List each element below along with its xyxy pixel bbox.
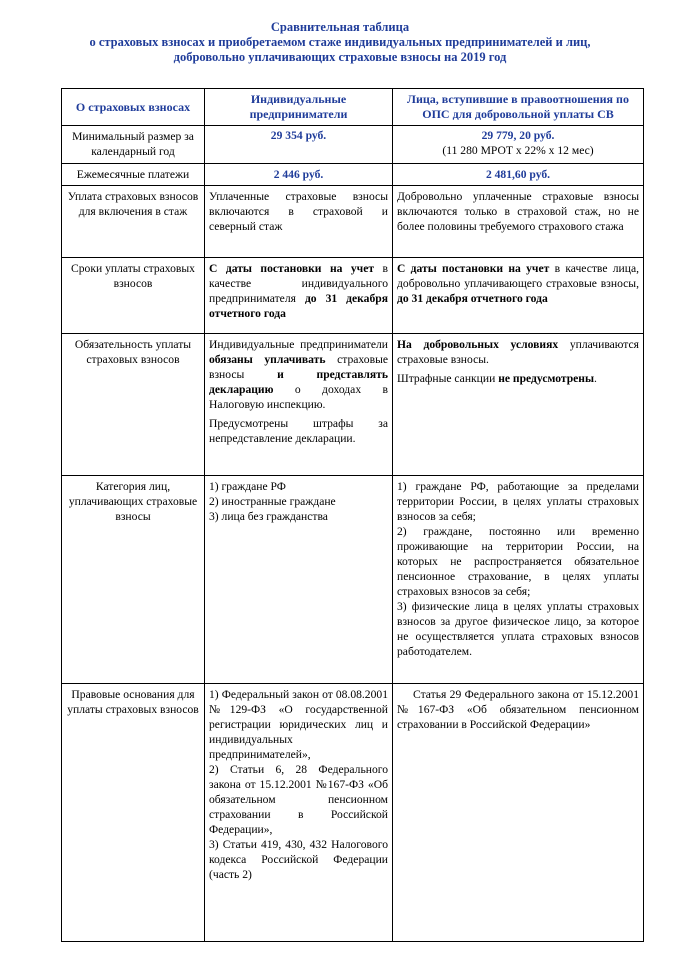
table-row-category <box>62 476 644 684</box>
row-label-minimum: Минимальный размер за календарный год <box>62 126 205 164</box>
ip-obligation-text-2: страховые взносы <box>209 353 388 381</box>
list-item: 1) граждане РФ, работающие за пределами территории России, в целях уплаты страховых взносов за себя; <box>397 480 639 523</box>
table-row-obligation <box>62 334 644 476</box>
title-line-3: добровольно уплачивающих страховые взносы на 2019 год <box>173 50 507 64</box>
vol-terms-bold-1: С даты постановки на учет <box>397 262 550 275</box>
cell-ip-category <box>205 476 393 684</box>
table-row-minimum <box>62 126 644 164</box>
ip-obligation-text-3: о доходах в Налоговую инспекцию. <box>209 383 388 411</box>
ip-obligation-paragraph <box>209 337 388 412</box>
cell-ip-obligation <box>205 334 393 476</box>
ip-obligation-bold-2: и представлять декларацию <box>209 368 388 396</box>
cell-ip-minimum: 29 354 руб. <box>205 126 393 164</box>
list-item: 3) физические лица в целях уплаты страховых взносов за другое физическое лицо, за которое не осуществляется уплата страховых взносов работодателем. <box>397 600 639 658</box>
ip-obligation-bold-1: обязаны уплачивать <box>209 353 326 366</box>
vol-obligation-fines <box>397 371 639 386</box>
list-item: 3) Статьи 419, 430, 432 Налогового кодекса Российской Федерации (часть 2) <box>209 838 388 881</box>
cell-voluntary-legal: Статья 29 Федерального закона от 15.12.2001 №167-ФЗ «Об обязательном пенсионном страховании в Российской Федерации» <box>393 684 644 942</box>
table-row-stazh <box>62 186 644 258</box>
table-row-monthly <box>62 164 644 186</box>
vol-obligation-text-2: Штрафные санкции <box>397 372 499 385</box>
row-label-obligation: Обязательность уплаты страховых взносов <box>62 334 205 476</box>
table-row-terms <box>62 258 644 334</box>
row-label-legal: Правовые основания для уплаты страховых взносов <box>62 684 205 942</box>
cell-ip-stazh: Уплаченные страховые взносы включаются в страховой и северный стаж <box>205 186 393 258</box>
ip-terms-bold-2: до 31 декабря отчетного года <box>209 292 388 320</box>
cell-voluntary-category <box>393 476 644 684</box>
vol-terms-bold-2: до 31 декабря отчетного года <box>397 292 548 305</box>
vol-obligation-text-3: . <box>594 372 597 385</box>
cell-voluntary-obligation <box>393 334 644 476</box>
list-item: 3) лица без гражданства <box>209 510 328 523</box>
ip-obligation-fines: Предусмотрены штрафы за непредставление декларации. <box>209 417 388 445</box>
vol-terms-text-1: в качестве лица, добровольно уплачивающего страховые взносы, <box>397 262 639 290</box>
cell-ip-monthly: 2 446 руб. <box>205 164 393 186</box>
title-line-2: о страховых взносах и приобретаемом стаже индивидуальных предпринимателей и лиц, <box>89 35 591 49</box>
header-cell-voluntary: Лица, вступившие в правоотношения по ОПС для добровольной уплаты СВ <box>393 89 644 126</box>
header-cell-ip: Индивидуальные предприниматели <box>205 89 393 126</box>
table-row-legal <box>62 684 644 942</box>
cell-voluntary-monthly: 2 481,60 руб. <box>393 164 644 186</box>
header-cell-topic: О страховых взносах <box>62 89 205 126</box>
vol-obligation-text-1: уплачиваются страховые взносы. <box>397 338 639 366</box>
list-item: 2) Статьи 6, 28 Федерального закона от 15.12.2001 №167-ФЗ «Об обязательном пенсионном страховании в Российской Федерации», <box>209 763 388 836</box>
vol-obligation-paragraph <box>397 337 639 367</box>
comparison-table <box>61 88 644 942</box>
row-label-terms: Сроки уплаты страховых взносов <box>62 258 205 334</box>
voluntary-minimum-amount: 29 779, 20 руб. <box>481 129 555 142</box>
row-label-category: Категория лиц, уплачивающих страховые взносы <box>62 476 205 684</box>
cell-ip-terms <box>205 258 393 334</box>
row-label-monthly: Ежемесячные платежи <box>62 164 205 186</box>
vol-obligation-bold-2: не предусмотрены <box>498 372 595 385</box>
ip-terms-bold-1: С даты постановки на учет <box>209 262 375 275</box>
cell-voluntary-stazh: Добровольно уплаченные страховые взносы включаются только в страховой стаж, но не более половины требуемого страхового стажа <box>393 186 644 258</box>
list-item: 1) Федеральный закон от 08.08.2001 №129-ФЗ «О государственной регистрации юридических лиц и индивидуальных предпринимателей», <box>209 688 388 761</box>
vol-obligation-bold-1: На добровольных условиях <box>397 338 559 351</box>
cell-voluntary-terms <box>393 258 644 334</box>
title-line-1: Сравнительная таблица <box>270 20 410 34</box>
cell-ip-legal <box>205 684 393 942</box>
row-label-stazh: Уплата страховых взносов для включения в стаж <box>62 186 205 258</box>
document-title <box>40 20 640 65</box>
voluntary-minimum-formula: (11 280 МРОТ х 22% х 12 мес) <box>442 144 594 157</box>
header-row <box>62 89 644 126</box>
list-item: 2) иностранные граждане <box>209 495 336 508</box>
ip-obligation-text-1: Индивидуальные предприниматели <box>209 338 388 351</box>
list-item: 1) граждане РФ <box>209 480 286 493</box>
cell-voluntary-minimum <box>393 126 644 164</box>
ip-terms-text-1: в качестве индивидуального предпринимателя <box>209 262 389 305</box>
list-item: 2) граждане, постоянно или временно проживающие на территории России, на которых не распространяется обязательное пенсионное страхование, в целях уплаты страховых взносов за себя; <box>397 525 639 598</box>
